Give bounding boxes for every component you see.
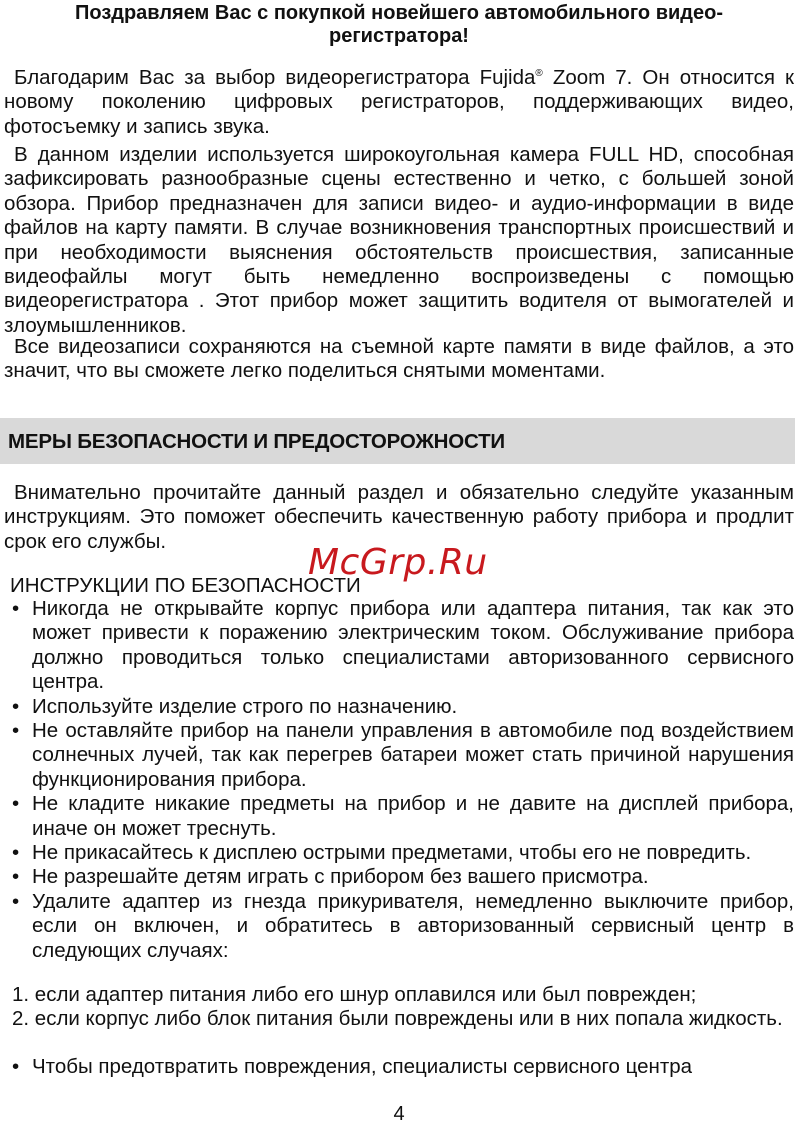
list-item (4, 695, 794, 719)
intro-text-part: Благодарим Вас за выбор видеорегистратора Fujida (14, 66, 536, 89)
bullet-icon: • (12, 694, 20, 718)
section-title: МЕРЫ БЕЗОПАСНОСТИ И ПРЕДОСТОРОЖНОСТИ (8, 430, 505, 453)
list-item-text: Не прикасайтесь к дисплею острыми предметами, чтобы его не повредить. (32, 841, 752, 865)
intro-paragraph-1 (4, 66, 794, 139)
page-title: Поздравляем Вас с покупкой новейшего автомобильного видео- регистратора! (74, 2, 723, 47)
list-item-text: Используйте изделие строго по назначению. (32, 694, 458, 718)
bullet-icon: • (12, 1055, 20, 1078)
list-item (4, 890, 794, 963)
bullet-icon: • (12, 841, 20, 865)
watermark-logo: McGrp.Ru (308, 542, 488, 583)
intro-text-part: Zoom 7. Он относится к новому поколению цифровых регистраторов, поддерживающих видео, фотосъемку и запись звука. (4, 66, 794, 138)
list-item (4, 841, 794, 865)
list-item-text: Не разрешайте детям играть с прибором без вашего присмотра. (32, 865, 649, 889)
bullet-icon: • (12, 889, 20, 913)
intro-paragraph-2: В данном изделии используется широкоугольная камера FULL HD, способная зафиксировать разнообразные сцены естественно и четко, с большей зоной обзора. Прибор предназначен для записи видео- и аудио-информации в виде файлов на карту памяти. В случае возникновения транспортных происшествий и при необходимости выяснения обстоятельств происшествия, записанные видеофайлы могут быть немедленно воспроизведены с помощью видеорегистратора . Этот прибор может защитить водителя от вымогателей и злоумышленников. (4, 143, 794, 337)
list-item (4, 719, 794, 792)
list-item-text: Не кладите никакие предметы на прибор и не давите на дисплей прибора, иначе он может треснуть. (32, 792, 794, 840)
list-item-text: Никогда не открывайте корпус прибора или адаптера питания, так как это может привести к поражению электрическим током. Обслуживание прибора должно проводиться только специалистами авторизованного сервисного центра. (32, 597, 794, 694)
safety-list (4, 597, 794, 963)
numbered-item-1: 1. если адаптер питания либо его шнур оплавился или был поврежден; (12, 983, 697, 1006)
list-item-text: Удалите адаптер из гнезда прикуривателя, немедленно выключите прибор, если он включен, и обратитесь в авторизованный сервисный центр в следующих случаях: (32, 889, 794, 962)
list-item-text: Чтобы предотвратить повреждения, специалисты сервисного центра (32, 1055, 693, 1078)
bullet-icon: • (12, 719, 20, 743)
numbered-item-2: 2. если корпус либо блок питания были повреждены или в них попала жидкость. (12, 1007, 783, 1030)
list-item (4, 792, 794, 841)
intro-paragraph-3: Все видеозаписи сохраняются на съемной карте памяти в виде файлов, а это значит, что вы сможете легко поделиться снятыми моментами. (4, 335, 794, 383)
list-item-text: Не оставляйте прибор на панели управления в автомобиле под воздействием солнечных лучей, так как перегрев батареи может стать причиной нарушения функционирования прибора. (32, 719, 794, 791)
section-intro-paragraph: Внимательно прочитайте данный раздел и обязательно следуйте указанным инструкциям. Это поможет обеспечить качественную работу прибора и продлит срок его службы. (4, 481, 794, 553)
list-item (4, 597, 794, 695)
list-item (4, 865, 794, 889)
bullet-icon: • (12, 792, 20, 816)
bullet-icon: • (12, 597, 20, 620)
safety-subheading: ИНСТРУКЦИИ ПО БЕЗОПАСНОСТИ (10, 574, 361, 597)
bullet-icon: • (12, 865, 20, 889)
registered-mark: ® (535, 68, 543, 80)
page-number: 4 (393, 1103, 405, 1125)
section-header-band (0, 418, 795, 464)
